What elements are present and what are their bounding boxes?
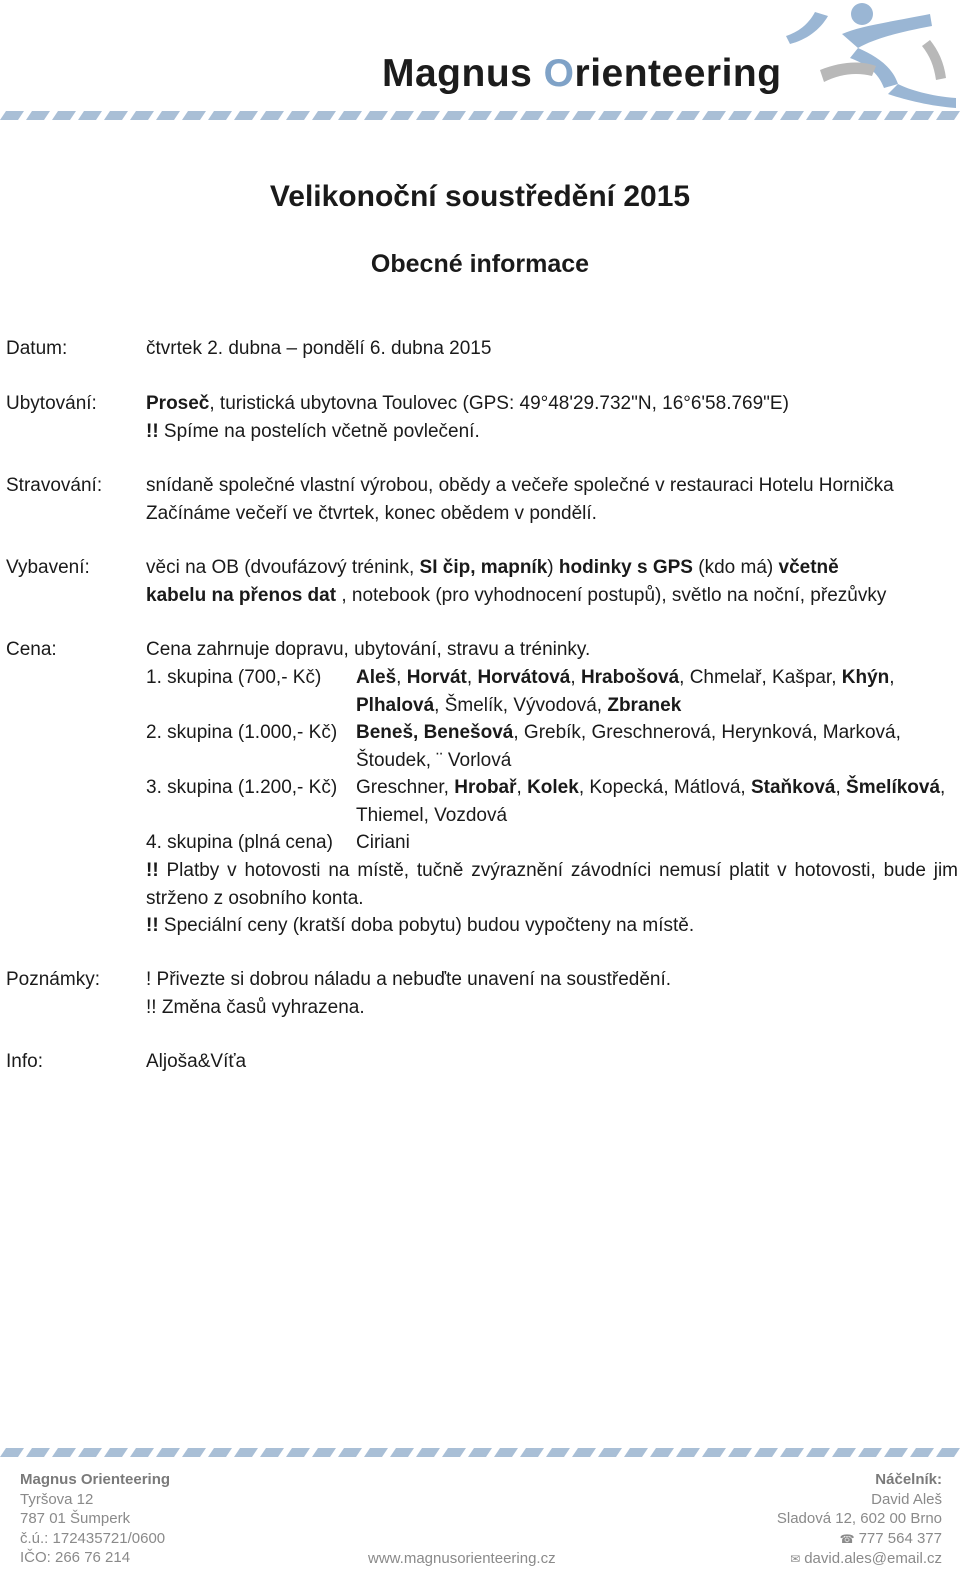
brand-o: O [543, 52, 575, 95]
poznamky-line1: ! Přivezte si dobrou náladu a nebuďte unavení na soustředění. [146, 969, 672, 990]
vybaveni-value [146, 554, 886, 609]
price-group [146, 664, 956, 719]
footer-contact-name: David Aleš [871, 1490, 942, 1508]
group-member: Khýn [841, 667, 890, 688]
vybaveni-text-g: kabelu na přenos dat [146, 584, 337, 606]
ubytovani-label: Ubytování: [6, 393, 97, 414]
header-dashed-stripe [0, 111, 960, 120]
page-title: Velikonoční soustředění 2015 [269, 180, 691, 213]
footer-email[interactable] [777, 1549, 942, 1570]
group-member: , [516, 777, 528, 798]
stravovani-line1: snídaně společné vlastní výrobou, obědy a večeře společné v restauraci Hotelu Hornička [146, 475, 894, 496]
cena-note-special [146, 912, 694, 940]
group-member: , [396, 667, 407, 688]
footer-ico: IČO: 266 76 214 [20, 1549, 131, 1566]
note-text: Speciální ceny (kratší doba pobytu) budou vypočteny na místě. [158, 915, 695, 936]
vybaveni-label: Vybavení: [6, 557, 90, 578]
group-members [356, 664, 956, 719]
ubytovani-note: Spíme na postelích včetně povlečení. [158, 420, 480, 442]
footer-street: Tyršova 12 [20, 1490, 94, 1508]
poznamky-label: Poznámky: [6, 969, 100, 990]
ubytovani-place: Proseč [146, 393, 210, 414]
group-member: , [466, 667, 478, 688]
footer-contact-address: Sladová 12, 602 00 Brno [776, 1510, 942, 1527]
group-member: Šmelíková [846, 777, 941, 798]
info-value: Aljoša&Víťa [146, 1051, 247, 1072]
footer-city: 787 01 Šumperk [20, 1510, 131, 1527]
footer-account: č.ú.: 172435721/0600 [20, 1529, 166, 1547]
brand-name [382, 52, 782, 96]
group-members [356, 829, 956, 857]
note-mark: !! [146, 915, 159, 936]
runner-logo-icon [780, 0, 960, 112]
group-member: , Grebík, Greschnerová, Herynková, Marková, Štoudek, ¨ Vorlová [356, 722, 901, 771]
group-member: , Thiemel, Vozdová [356, 777, 946, 826]
info-label: Info: [6, 1051, 43, 1072]
group-name: 3. skupina (1.200,- Kč) [146, 777, 338, 798]
footer-dashed-stripe [0, 1448, 960, 1457]
poznamky-value [146, 966, 671, 1021]
vybaveni-text-b: SI čip, mapník [419, 557, 548, 578]
datum-label: Datum: [6, 338, 68, 359]
group-member: Horvátová [477, 667, 571, 688]
price-group [146, 774, 956, 829]
cena-label: Cena: [6, 639, 57, 660]
footer-email-address[interactable]: david.ales@email.cz [804, 1550, 942, 1567]
group-member: Hrabošová [580, 667, 680, 688]
footer-contact-title: Náčelník: [875, 1471, 942, 1488]
group-member: Greschner, [356, 777, 455, 798]
group-member: Hrobař [454, 777, 517, 798]
group-name: 1. skupina (700,- Kč) [146, 667, 322, 688]
footer-phone [777, 1529, 942, 1550]
footer-phone-number: 777 564 377 [858, 1529, 942, 1547]
group-name: 2. skupina (1.000,- Kč) [146, 722, 338, 743]
vybaveni-text-d: hodinky s GPS [558, 557, 693, 578]
group-name: 4. skupina (plná cena) [146, 832, 333, 853]
price-group [146, 829, 956, 857]
footer-website-link[interactable]: www.magnusorienteering.cz [368, 1550, 556, 1567]
group-member: , [835, 777, 847, 798]
brand-part2: rienteering [574, 52, 782, 95]
group-member: Beneš, Benešová [356, 722, 514, 743]
stravovani-value [146, 472, 894, 527]
vybaveni-text-a: věci na OB (dvoufázový trénink, [146, 557, 420, 578]
cena-intro: Cena zahrnuje dopravu, ubytování, stravu a tréninky. [146, 639, 591, 660]
group-member: Plhalová [356, 694, 435, 716]
datum-value: čtvrtek 2. dubna – pondělí 6. dubna 2015 [146, 338, 492, 359]
vybaveni-text-e: (kdo má) [692, 557, 779, 578]
note-text: Platby v hotovosti na místě, tučně zvýraznění závodníci nemusí platit v hotovosti, bude jim strženo z osobního konta. [146, 860, 958, 909]
footer-contact [777, 1470, 942, 1570]
footer [0, 1468, 960, 1568]
footer-org-name: Magnus Orienteering [20, 1471, 171, 1488]
poznamky-line2: !! Změna časů vyhrazena. [146, 996, 365, 1018]
vybaveni-text-f: včetně [778, 557, 839, 578]
header [0, 0, 960, 125]
stravovani-label: Stravování: [6, 475, 103, 496]
group-member: , Chmelař, Kašpar, [679, 667, 842, 688]
group-member: Ciriani [356, 832, 410, 853]
vybaveni-text-h: , notebook (pro vyhodnocení postupů), světlo na noční, přezůvky [336, 584, 887, 606]
group-member: Staňková [750, 777, 836, 798]
group-member: Zbranek [607, 694, 682, 716]
ubytovani-note-mark: !! [146, 420, 159, 442]
cena-note-payment [146, 857, 958, 912]
vybaveni-text-c: ) [547, 557, 559, 578]
group-members [356, 719, 956, 774]
group-member: Aleš [356, 667, 397, 688]
price-group [146, 719, 956, 774]
group-member: , [889, 667, 895, 688]
stravovani-line2: Začínáme večeří ve čtvrtek, konec obědem v pondělí. [146, 502, 597, 524]
group-members [356, 774, 956, 829]
brand-part1: Magnus [382, 52, 544, 95]
mail-icon: ✉ [790, 1552, 801, 1566]
phone-icon: ☎ [839, 1531, 855, 1546]
ubytovani-rest: , turistická ubytovna Toulovec (GPS: 49°48'29.732"N, 16°6'58.769"E) [209, 393, 789, 414]
group-member: , Šmelík, Vývodová, [434, 694, 608, 716]
note-mark: !! [146, 860, 159, 881]
group-member: Horvát [406, 667, 467, 688]
footer-organization [20, 1470, 170, 1568]
ubytovani-value [146, 390, 789, 445]
group-member: , Kopecká, Mátlová, [578, 777, 751, 798]
group-member: , [570, 667, 581, 688]
page-subtitle: Obecné informace [370, 250, 590, 278]
group-member: Kolek [527, 777, 579, 798]
